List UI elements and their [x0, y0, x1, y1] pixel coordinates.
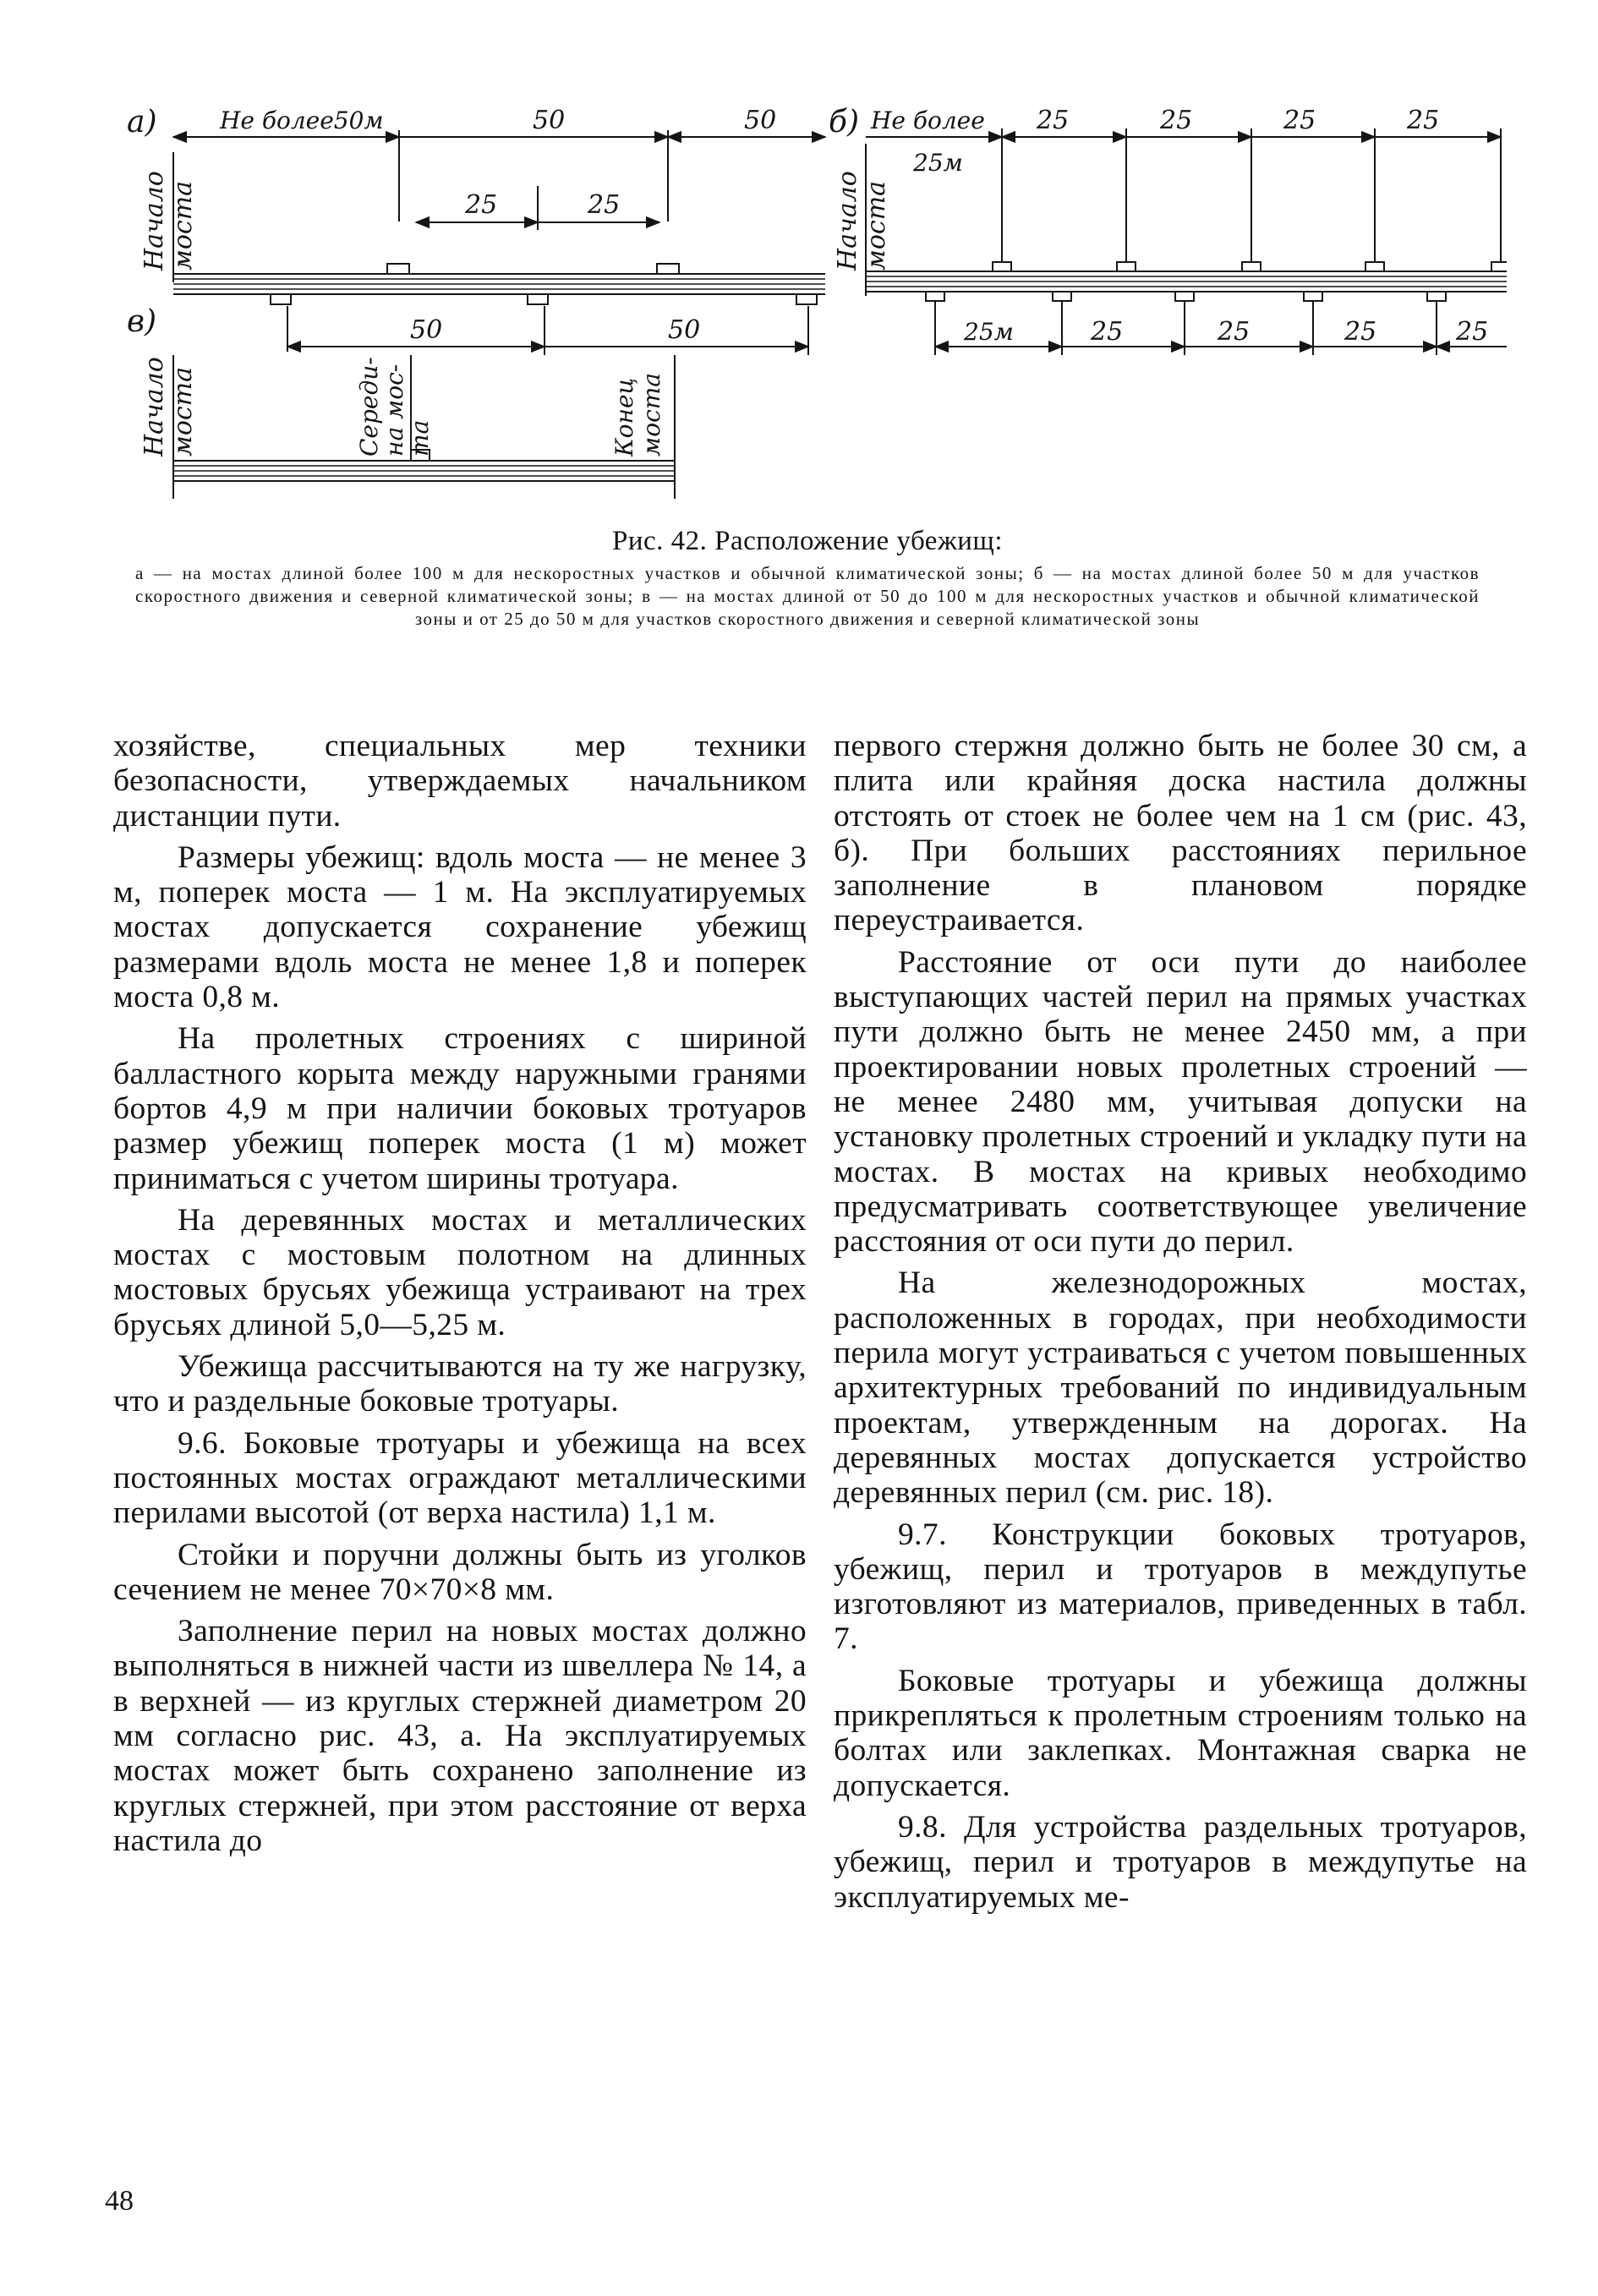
panel-a-sub2: 25	[588, 190, 621, 220]
paragraph: Стойки и поручни должны быть из уголков сечением не менее 70×70×8 мм.	[113, 1537, 807, 1607]
paragraph: первого стержня должно быть не более 30 см, а плита или крайняя доска настила должны отстоять от стоек не более чем на 1 см (рис. 43, б). При больших расстояниях перильное заполнение в плановом порядке переустраивается.	[834, 729, 1527, 938]
panel-b-dim-3: 25	[1283, 106, 1316, 135]
page-number: 48	[105, 2185, 134, 2217]
left-column	[113, 729, 807, 1865]
panel-v-dim1: 50	[410, 315, 443, 345]
panel-a-dim-third: 50	[744, 106, 777, 135]
panel-b-dim-4: 25	[1407, 106, 1440, 135]
panel-b-bottom-dim-first: 25м	[964, 318, 1014, 346]
paragraph: хозяйстве, специальных мер техники безопасности, утверждаемых начальником дистанции пути.	[113, 729, 807, 834]
paragraph: Боковые тротуары и убежища должны прикрепляться к пролетным строениям только на болтах или заклепках. Монтажная сварка не допускается.	[834, 1663, 1527, 1803]
panel-b-bottom-dim-2: 25	[1218, 317, 1250, 347]
paragraph: 9.8. Для устройства раздельных тротуаров, убежищ, перил и тротуаров в междупутье на эксплуатируемых ме-	[834, 1809, 1527, 1915]
panel-v-dim2: 50	[668, 315, 701, 345]
panel-b-bottom-dim-4: 25	[1456, 317, 1489, 347]
caption-title: Рис. 42. Расположение убежищ:	[611, 526, 1003, 556]
panel-b-letter: б)	[829, 105, 860, 139]
paragraph: 9.6. Боковые тротуары и убежища на всех постоянных мостах ограждают металлическими перилами высотой (от верха настила) 1,1 м.	[113, 1425, 807, 1531]
panel-v-end-label: Конецмоста	[610, 373, 665, 456]
panel-a-dim-first: Не более50м	[220, 107, 384, 134]
panel-a-letter: а)	[127, 105, 157, 139]
paragraph: Расстояние от оси пути до наиболее выступающих частей перил на прямых участках пути должно быть не менее 2450 мм, а при проектировании новых пролетных строений — не менее 2480 мм, учитывая допуски на установку пролетных строений и укладку пути на мостах. В мостах на кривых необходимо предусматривать соответствующее увеличение расстояния от оси пути до перил.	[834, 944, 1527, 1260]
panel-v-letter: в)	[127, 304, 156, 339]
panel-b-dim-first-sub: 25м	[913, 149, 963, 177]
panel-b-dim-1: 25	[1037, 106, 1070, 135]
right-column	[834, 729, 1527, 1922]
panel-b-dim-first: Не более	[871, 107, 985, 134]
paragraph: Заполнение перил на новых мостах должно выполняться в нижней части из швеллера № 14, а в верхней — из круглых стержней диаметром 20 мм согласно рис. 43, а. На эксплуатируемых мостах может быть сохранено заполнение из круглых стержней, при этом расстояние от верха настила до	[113, 1614, 807, 1858]
panel-a-start-label: Началомоста	[140, 171, 198, 271]
paragraph: На деревянных мостах и металлических мостах с мостовым полотном на длинных мостовых брусьях убежища устраивают на трех брусьях длиной 5,0—5,25 м.	[113, 1202, 807, 1342]
paragraph: На пролетных строениях с шириной балластного корыта между наружными гранями бортов 4,9 м при наличии боковых тротуаров размер убежищ поперек моста (1 м) может приниматься с учетом ширины тротуара.	[113, 1021, 807, 1196]
refuge-layout-diagram	[127, 101, 1513, 524]
panel-b-bottom-dim-3: 25	[1344, 317, 1377, 347]
panel-a-sub1: 25	[465, 190, 498, 220]
paragraph: На железнодорожных мостах, расположенных в городах, при необходимости перила могут устраиваться с учетом повышенных архитектурных требований по индивидуальным проектам, утвержденным на дорогах. На деревянных мостах допускается устройство деревянных перил (см. рис. 18).	[834, 1266, 1527, 1511]
panel-v-middle-label: Середи-на мос-та	[355, 357, 434, 456]
panel-a-dim-second: 50	[533, 106, 566, 135]
figure-caption	[135, 526, 1480, 631]
panel-b-dim-2: 25	[1160, 106, 1193, 135]
panel-v	[127, 304, 808, 499]
paragraph: 9.7. Конструкции боковых тротуаров, убежищ, перил и тротуаров в междупутье изготовляют из материалов, приведенных в табл. 7.	[834, 1517, 1527, 1657]
panel-b-bottom-dim-1: 25	[1091, 317, 1124, 347]
panel-b-start-label: Началомоста	[833, 171, 891, 271]
panel-a	[127, 105, 825, 304]
panel-b	[829, 105, 1507, 355]
caption-text: а — на мостах длиной более 100 м для нескоростных участков и обычной климатической зоны; б — на мостах длиной более 50 м для участков скоростного движения и северной климатической зоны; в — на мостах длиной от 50 до 100 м для нескоростных участков и обычной климатической зоны и от 25 до 50 м для участков скоростного движения и северной климатической зоны	[135, 563, 1480, 629]
paragraph: Убежища рассчитываются на ту же нагрузку, что и раздельные боковые тротуары.	[113, 1349, 807, 1419]
panel-v-start-label: Началомоста	[140, 357, 198, 456]
paragraph: Размеры убежищ: вдоль моста — не менее 3 м, поперек моста — 1 м. На эксплуатируемых мостах допускается сохранение убежищ размерами вдоль моста не менее 1,8 и поперек моста 0,8 м.	[113, 839, 807, 1015]
